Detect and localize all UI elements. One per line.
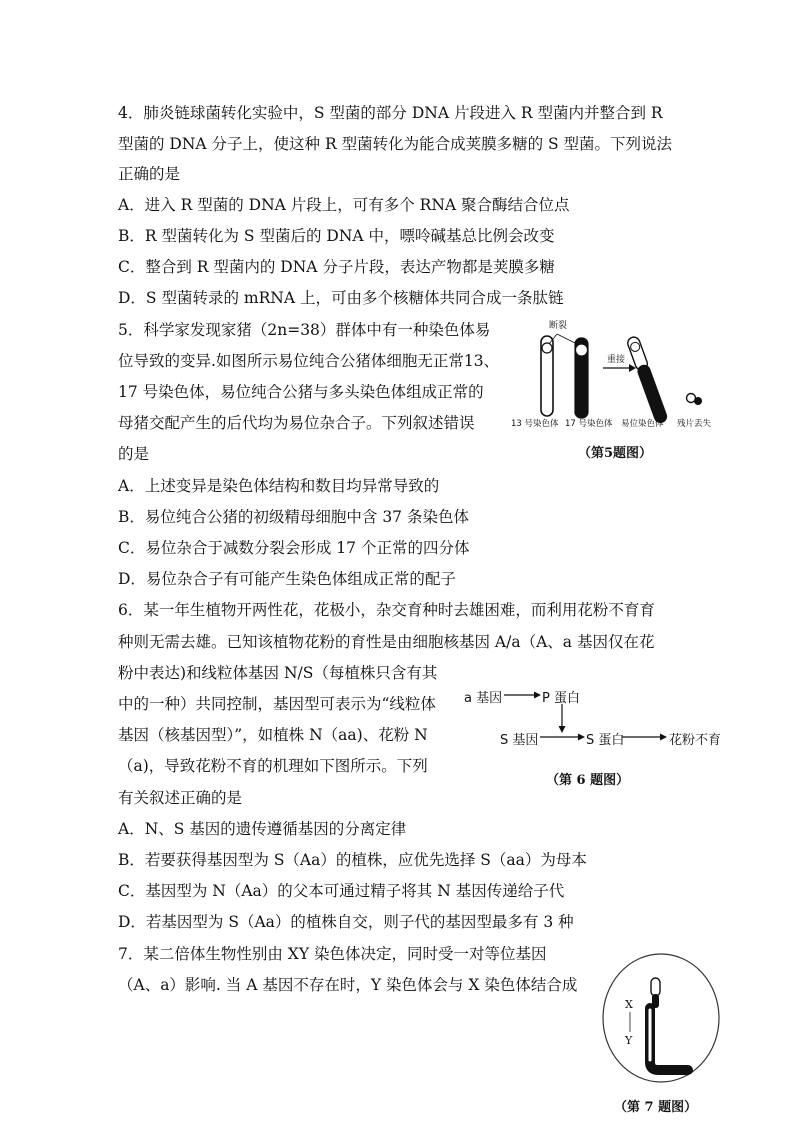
- q7-stem-line-2: （A、a）影响. 当 A 基因不存在时，Y 染色体会与 X 染色体结合成: [118, 976, 578, 994]
- q4-stem-line-3: 正确的是: [118, 165, 181, 183]
- q5-stem-line-5: 的是: [118, 445, 150, 463]
- q5-option-c: C．易位杂合于减数分裂会形成 17 个正常的四分体: [118, 539, 470, 557]
- label-lost-fragment: 残片丢失: [677, 419, 712, 429]
- label-chromosome-13: 13 号染色体: [511, 419, 559, 429]
- q6-stem-line-6: （a)，导致花粉不育的机理如下图所示。下列: [118, 757, 428, 775]
- sterile-pollen-label: 花粉不育: [669, 733, 722, 748]
- q6-option-c: C．基因型为 N（Aa）的父本可通过精子将其 N 基因传递给子代: [118, 882, 565, 900]
- q5-stem-line-4: 母猪交配产生的后代均为易位杂合子。下列叙述错误: [118, 414, 475, 432]
- q7-figure-caption: （第 7 题图）: [614, 1100, 698, 1115]
- q5-option-d: D．易位杂合子有可能产生染色体组成正常的配子: [118, 570, 456, 588]
- q5-figure-caption: （第5题图）: [578, 446, 653, 461]
- translocation-chromosome-icon: [626, 335, 668, 424]
- q5-option-b: B．易位纯合公猪的初级精母细胞中含 37 条染色体: [118, 508, 469, 526]
- q7-stem-line-1: 7．某二倍体生物性别由 XY 染色体决定，同时受一对等位基因: [118, 945, 547, 963]
- label-chromosome-17: 17 号染色体: [565, 419, 613, 429]
- q6-option-a: A．N、S 基因的遗传遵循基因的分离定律: [118, 820, 407, 838]
- q5-stem-line-3: 17 号染色体，易位纯合公猪与多头染色体组成正常的: [118, 383, 484, 401]
- q5-stem-line-1: 5．科学家发现家猪（2n=38）群体中有一种染色体易: [118, 321, 491, 339]
- q6-option-b: B．若要获得基因型为 S（Aa）的植株，应优先选择 S（aa）为母本: [118, 851, 587, 869]
- q5-stem-line-2: 位导致的变异.如图所示易位纯合公猪体细胞无正常13、: [118, 352, 500, 370]
- rejoin-label: 重接: [607, 355, 626, 365]
- label-translocation-chromosome: 易位染色体: [621, 419, 664, 429]
- q4-option-b: B．R 型菌转化为 S 型菌后的 DNA 中，嘌呤碱基总比例会改变: [118, 227, 555, 245]
- q4-option-d: D．S 型菌转录的 mRNA 上，可由多个核糖体共同合成一条肽链: [118, 289, 564, 307]
- x-label: X: [625, 998, 633, 1011]
- s-protein-label: S 蛋白: [586, 733, 625, 748]
- y-chromosome-icon: [651, 978, 660, 1008]
- q6-stem-line-4: 中的一种）共同控制，基因型可表示为“线粒体: [118, 695, 436, 713]
- lost-fragment-icon: [687, 394, 703, 406]
- q6-stem-line-3: 粉中表达)和线粒体基因 N/S（每植株只含有其: [118, 664, 438, 682]
- q6-stem-line-5: 基因（核基因型）”，如植株 N（aa)、花粉 N: [118, 726, 428, 744]
- cell-outline-icon: [603, 954, 719, 1082]
- y-label: Y: [625, 1034, 633, 1047]
- q4-stem-line-1: 4．肺炎链球菌转化实验中，S 型菌的部分 DNA 片段进入 R 型菌内并整合到 R: [118, 104, 663, 122]
- q4-option-c: C．整合到 R 型菌内的 DNA 分子片段，表达产物都是荚膜多糖: [118, 258, 555, 276]
- p-protein-label: P 蛋白: [542, 691, 580, 706]
- q4-option-a: A．进入 R 型菌的 DNA 片段上，可有多个 RNA 聚合酶结合位点: [118, 196, 570, 214]
- q5-option-a: A．上述变异是染色体结构和数目均异常导致的: [118, 477, 440, 495]
- xy-chromosome-cell-diagram: [596, 950, 726, 1086]
- q6-figure: [462, 682, 732, 752]
- a-gene-label: a 基因: [464, 691, 503, 706]
- q6-option-d: D．若基因型为 S（Aa）的植株自交，则子代的基因型最多有 3 种: [118, 913, 574, 931]
- q6-stem-line-1: 6．某一年生植物开两性花，花极小，杂交育种时去雄困难，而利用花粉不育育: [118, 601, 655, 619]
- q6-figure-caption: （第 6 题图）: [546, 773, 630, 788]
- q6-stem-line-7: 有关叙述正确的是: [118, 789, 243, 807]
- q4-stem-line-2: 型菌的 DNA 分子上，使这种 R 型菌转化为能合成荚膜多糖的 S 型菌。下列说法: [118, 135, 673, 153]
- break-label: 断裂: [549, 321, 568, 331]
- s-gene-label: S 基因: [500, 733, 539, 748]
- q7-figure: [596, 950, 726, 1086]
- q5-figure: [505, 318, 725, 438]
- q6-stem-line-2: 种则无需去雄。已知该植物花粉的育性是由细胞核基因 A/a（A、a 基因仅在花: [118, 633, 655, 651]
